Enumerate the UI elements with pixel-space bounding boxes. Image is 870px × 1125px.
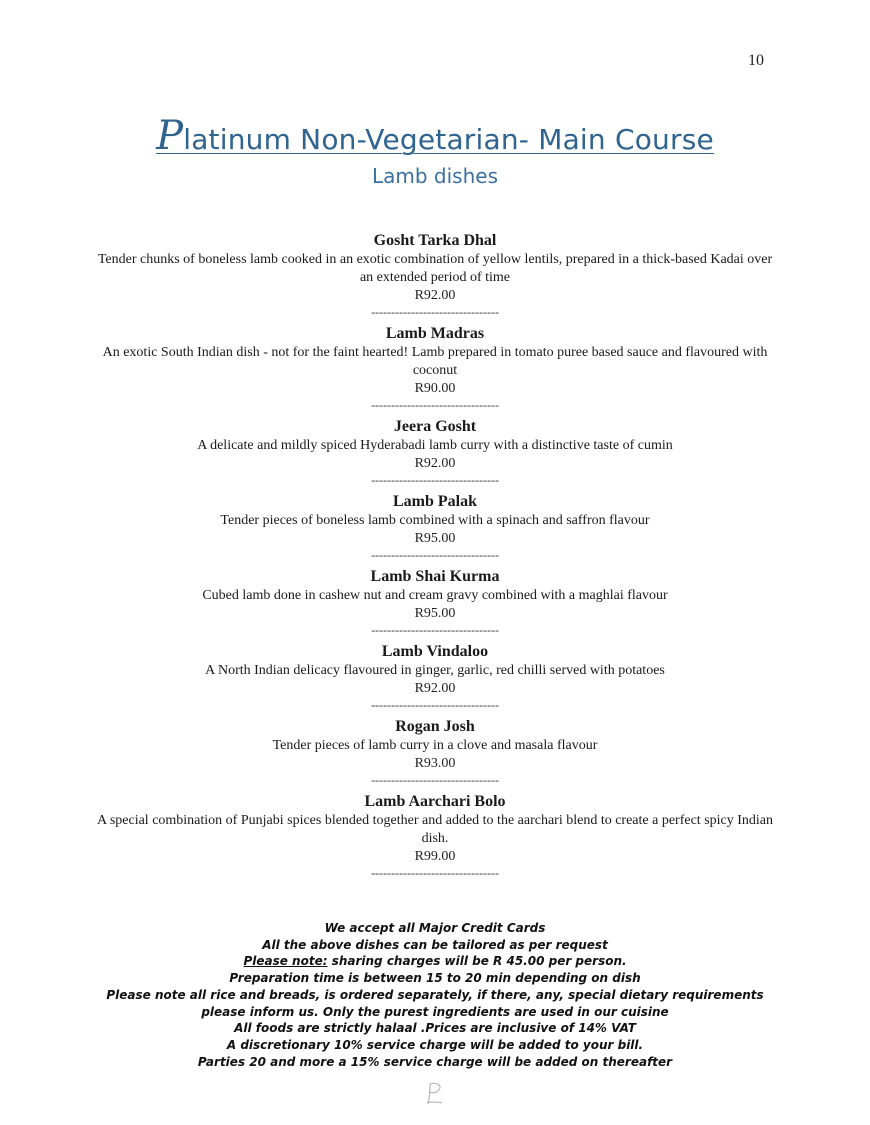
dish-divider: -------------------------------- bbox=[371, 623, 499, 637]
dish-item bbox=[95, 641, 775, 712]
dish-divider: -------------------------------- bbox=[371, 305, 499, 319]
dish-description: Cubed lamb done in cashew nut and cream gravy combined with a maghlai flavour bbox=[202, 588, 668, 603]
dish-name: Gosht Tarka Dhal bbox=[373, 232, 497, 249]
dish-name: Rogan Josh bbox=[395, 718, 475, 735]
dish-list bbox=[95, 230, 775, 884]
footer-notes bbox=[100, 920, 770, 1070]
footer-note-text: sharing charges will be R 45.00 per person. bbox=[327, 954, 627, 969]
footer-line: All the above dishes can be tailored as per request bbox=[262, 937, 608, 952]
footer-line: please inform us. Only the purest ingredients are used in our cuisine bbox=[201, 1004, 669, 1019]
dish-divider: -------------------------------- bbox=[371, 866, 499, 880]
footer-line: Preparation time is between 15 to 20 min depending on dish bbox=[229, 971, 641, 986]
page-title bbox=[0, 113, 870, 159]
dish-name: Lamb Shai Kurma bbox=[370, 568, 500, 585]
section-subtitle: Lamb dishes bbox=[371, 164, 498, 188]
dish-name: Lamb Vindaloo bbox=[381, 643, 489, 660]
dish-description: An exotic South Indian dish - not for the faint hearted! Lamb prepared in tomato puree based sauce and flavoured with coconut bbox=[102, 345, 768, 378]
dish-divider: -------------------------------- bbox=[371, 698, 499, 712]
dish-item bbox=[95, 716, 775, 787]
dish-price: R93.00 bbox=[414, 756, 456, 771]
dish-name: Lamb Palak bbox=[392, 493, 477, 510]
dish-description: Tender chunks of boneless lamb cooked in an exotic combination of yellow lentils, prepared in a thick-based Kadai over an extended period of time bbox=[97, 252, 773, 285]
page-number: 10 bbox=[748, 52, 764, 69]
dish-item bbox=[95, 491, 775, 562]
dish-price: R95.00 bbox=[414, 531, 456, 546]
dish-divider: -------------------------------- bbox=[371, 548, 499, 562]
footer-line: We accept all Major Credit Cards bbox=[324, 921, 546, 935]
dish-description: A North Indian delicacy flavoured in ginger, garlic, red chilli served with potatoes bbox=[205, 663, 665, 678]
footer-line: All foods are strictly halaal .Prices are inclusive of 14% VAT bbox=[234, 1021, 636, 1036]
dish-price: R99.00 bbox=[414, 849, 456, 864]
dish-price: R92.00 bbox=[414, 456, 456, 471]
footer-line: Parties 20 and more a 15% service charge will be added on thereafter bbox=[197, 1054, 673, 1069]
title-rest: latinum Non-Vegetarian- Main Course bbox=[183, 123, 714, 156]
footer-line: Please note all rice and breads, is ordered separately, if there, any, special dietary requirements bbox=[106, 987, 764, 1002]
dish-price: R92.00 bbox=[414, 681, 456, 696]
dish-price: R90.00 bbox=[414, 381, 456, 396]
page-title-text bbox=[156, 113, 714, 159]
footer-note-label: Please note: bbox=[243, 954, 328, 969]
platinum-monogram-icon bbox=[424, 1080, 446, 1106]
dish-description: A special combination of Punjabi spices blended together and added to the aarchari blend to create a perfect spicy Indian dish. bbox=[96, 813, 774, 846]
dish-name: Lamb Aarchari Bolo bbox=[364, 793, 506, 810]
dish-item bbox=[95, 323, 775, 412]
dish-price: R95.00 bbox=[414, 606, 456, 621]
dish-divider: -------------------------------- bbox=[371, 398, 499, 412]
dish-divider: -------------------------------- bbox=[371, 473, 499, 487]
dish-item bbox=[95, 416, 775, 487]
dish-item bbox=[95, 230, 775, 319]
dish-item bbox=[95, 566, 775, 637]
dish-price: R92.00 bbox=[414, 288, 456, 303]
dish-name: Lamb Madras bbox=[385, 325, 485, 342]
dish-item bbox=[95, 791, 775, 880]
title-initial: P bbox=[156, 113, 184, 159]
footer-line bbox=[100, 953, 770, 970]
footer-line: A discretionary 10% service charge will be added to your bill. bbox=[226, 1037, 644, 1052]
dish-divider: -------------------------------- bbox=[371, 773, 499, 787]
dish-description: Tender pieces of lamb curry in a clove and masala flavour bbox=[272, 738, 598, 753]
dish-description: Tender pieces of boneless lamb combined with a spinach and saffron flavour bbox=[220, 513, 650, 528]
dish-name: Jeera Gosht bbox=[393, 418, 477, 435]
dish-description: A delicate and mildly spiced Hyderabadi lamb curry with a distinctive taste of cumin bbox=[197, 438, 673, 453]
